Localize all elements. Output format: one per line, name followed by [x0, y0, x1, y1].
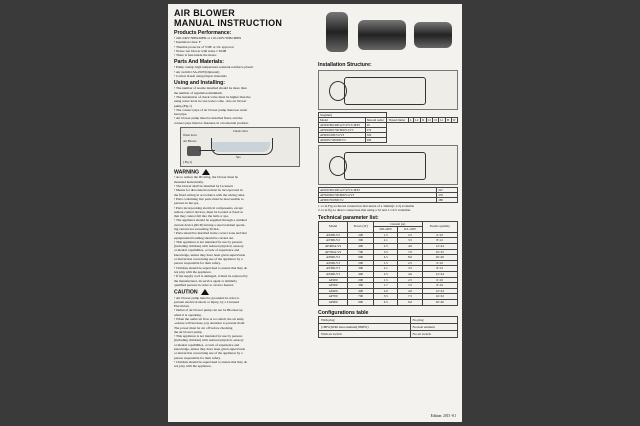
tech-col-model: Model	[319, 221, 348, 232]
tech-table-row-cell: 200	[348, 260, 374, 266]
tech-table-row-cell: 2.5	[398, 277, 422, 283]
dim-table1-row	[319, 128, 458, 133]
caution-line: prevent electrical shock or injury, by a Licensed	[174, 299, 240, 304]
tech-table-row-cell: 12~24	[422, 243, 458, 249]
technical-parameter-heading: Technical parameter list:	[318, 214, 379, 221]
warning-line: the manufacturer, its service agent or similarly	[174, 278, 238, 283]
parts-line: • Air switch:15A,250V(Optional)	[174, 69, 220, 74]
tech-table-row-cell: 4.5	[374, 255, 398, 261]
diagram-fig-label: ( Fig.1)	[183, 160, 192, 165]
tech-table-row-cell: 200	[348, 277, 374, 283]
install-line: connect pipe must be fastened, in a horizontal position.	[174, 120, 249, 125]
config-table-row-cell: No heat element	[410, 323, 457, 330]
dimension-note-line: 2. G in fig.1a direct connection that using a 32 and 1.1/2.5 available.	[318, 208, 411, 213]
config-table-row	[319, 316, 458, 323]
warning-heading-text: WARNING	[174, 169, 200, 176]
warning-line: • Parts containing live parts must be inaccessible to	[174, 196, 244, 201]
drawing-motor-body	[344, 77, 426, 105]
blower-photo-3	[414, 22, 452, 48]
caution-line: The power must be cut off before checking	[174, 325, 233, 330]
tech-table-row-cell: 400	[348, 271, 374, 277]
tech-table-row-cell: 2.5	[374, 271, 398, 277]
dim-table1-row-cell: 26	[365, 123, 387, 128]
manual-title-line-1: AIR BLOWER	[174, 8, 235, 18]
warning-line: qualified persons in order to avoid a hazard.	[174, 282, 234, 287]
dim-header-cell: W	[451, 118, 457, 123]
tech-table-row-cell: AP200-V2	[319, 232, 348, 238]
tech-table-row-cell: 1.5	[374, 260, 398, 266]
caution-line: or mental capabilities, or lack of experience and	[174, 342, 240, 347]
manual-sheet	[168, 4, 462, 422]
dim-size-heading: Size(mm)	[319, 113, 387, 118]
dimension-table-2	[318, 187, 458, 203]
tech-table-row-cell: 6~10	[422, 277, 458, 283]
warning-line: • Children should be supervised to ensure that they do	[174, 265, 248, 270]
tech-table-row-cell: 700	[348, 249, 374, 255]
tech-table-row-cell: 3.5	[398, 266, 422, 272]
drawing-motor-body-2	[344, 152, 426, 180]
config-table-row-cell: With air switch	[319, 330, 411, 337]
blower-photo	[318, 8, 458, 60]
tech-table-row-cell: AP200	[319, 277, 348, 283]
tech-table-row-cell: 1.5	[374, 232, 398, 238]
dim-table1-row-cell: 309	[365, 133, 387, 138]
tech-table-row-cell: 20~40	[422, 299, 458, 305]
tech-col-nozzle: Nozzle quantity	[422, 221, 458, 232]
tech-table-row-cell: AP400A-V2	[319, 243, 348, 249]
tech-table-row-cell: 2.0	[374, 288, 398, 294]
blower-photo-2	[358, 20, 406, 50]
tech-table-row-cell: 200	[348, 232, 374, 238]
caution-line: • Children should be supervised to ensure that they do	[174, 359, 248, 364]
tech-table-row-cell: AP400	[319, 288, 348, 294]
tech-table-row-cell: 400	[348, 288, 374, 294]
tech-col-current: Current (A)	[374, 221, 422, 227]
config-table-row	[319, 330, 458, 337]
tech-table-row-cell: 4.0	[398, 243, 422, 249]
warning-line: • If the supply cord is damaged, it must be replaced by	[174, 274, 248, 279]
caution-line: not play with the appliance.	[174, 364, 212, 369]
dim-table1-row-cell: 280	[365, 138, 387, 143]
warning-line: • Means for disconnection must be incorporated in	[174, 188, 243, 193]
dim-table2-row-cell: 247	[437, 188, 458, 193]
tech-col-power: Power (W)	[348, 221, 374, 232]
tech-table-row-cell: 300	[348, 238, 374, 244]
warning-line: • The appliance should be supplied through a residual	[174, 218, 247, 223]
dimension-notes	[318, 204, 458, 213]
performance-line: • 220-240V/50Hz/60Hz or 110-120V/50Hz/60Hz	[174, 36, 242, 40]
warning-list	[174, 175, 314, 287]
installation-diagram	[180, 127, 300, 167]
install-list	[174, 86, 314, 125]
warning-line: (including children) with reduced physical, sensory	[174, 244, 244, 249]
diagram-label-spa: Spa	[236, 155, 241, 160]
tech-table-row-cell: 16~32	[422, 249, 458, 255]
performance-line: • Thermal protector of VDE or UL approval	[174, 44, 234, 49]
tech-table-row-cell: 16~32	[422, 294, 458, 300]
dim-header-cell: L2	[414, 118, 421, 123]
performance-line: • Noise: Air blower with noise ≤ 65dB	[174, 48, 227, 53]
install-line: the number of regulation minimum.	[174, 90, 223, 95]
install-line: using water level in case water come , into air blower	[174, 99, 247, 104]
tech-table-row-cell: 1.7	[374, 283, 398, 289]
dim-table1-row	[319, 123, 458, 128]
tech-table-row-cell: 2.5	[374, 243, 398, 249]
performance-line: • Insulation class: F	[174, 40, 201, 45]
parts-line: • Carbon brush: using import materials	[174, 74, 227, 79]
technical-drawing-2	[318, 145, 458, 185]
blower-pump-shape	[187, 146, 201, 156]
tech-table-row-cell: 8~12	[422, 238, 458, 244]
tech-table-row-cell: AP300-V3	[319, 266, 348, 272]
tech-table-row-cell: 7.0	[398, 249, 422, 255]
tech-table-row-cell: AP200-V3	[319, 260, 348, 266]
tech-table-row-cell: 12~24	[422, 288, 458, 294]
caution-list	[174, 296, 314, 369]
warning-line: knowledge, unless they have been given supervision	[174, 252, 246, 257]
performance-heading: Products Performance:	[174, 30, 232, 36]
tech-table-row-cell: 6~10	[422, 260, 458, 266]
tech-table-row-cell: AP300	[319, 283, 348, 289]
tech-table-row-cell: 300	[348, 266, 374, 272]
tech-table-row-cell: 4.0	[398, 271, 422, 277]
dim-header-cell: Model	[319, 118, 366, 123]
dim-header-cell: L	[409, 118, 412, 122]
diagram-label-check-valve: Check valve	[233, 129, 248, 134]
dim-table2-row	[319, 198, 458, 203]
warning-line: equipotential bonding should be carried out.	[174, 235, 234, 240]
caution-line: or instruction concerning use of the appliance by a	[174, 351, 243, 356]
install-heading: Using and Installing:	[174, 80, 226, 87]
spa-tub	[211, 138, 273, 155]
tech-table-row-cell: 3.5	[374, 294, 398, 300]
warning-line: • Parts incorporating electrical components, except	[174, 205, 243, 210]
parts-line: • Pump casing: high temperature resistant reinforce plastic	[174, 65, 254, 70]
warning-line: the fixed wiring in accordance with the wiring rules.	[174, 192, 246, 197]
manual-title-line-2: MANUAL INSTRUCTION	[174, 18, 283, 28]
dim-header-cell: H	[446, 118, 450, 122]
parts-heading: Parts And Materials:	[174, 59, 224, 66]
warning-line: • This appliance is not intended for use by persons	[174, 239, 243, 244]
tech-table-row-cell: AP900	[319, 299, 348, 305]
warning-line: or mental capabilities, or lack of experience and	[174, 248, 240, 253]
dim-table1-row	[319, 133, 458, 138]
tech-table-row-cell: 2.5	[398, 232, 422, 238]
caution-line: knowledge, unless they have been given supervision	[174, 347, 246, 352]
config-table-row-cell: (180W)With heat element(1800W)	[319, 323, 411, 330]
dim-table1-row-cell: AP900/1000/V2/V3	[319, 133, 366, 138]
tech-table-row-cell: 6~10	[422, 232, 458, 238]
parts-list	[174, 65, 314, 78]
connect-pipe	[199, 150, 215, 151]
tech-table-row-cell: 400	[348, 243, 374, 249]
dim-header-cell: L3	[426, 118, 433, 123]
technical-parameter-table	[318, 221, 458, 306]
caution-line: (including children) with reduced physical, sensory	[174, 338, 244, 343]
edition-label: Edition: 2015 -01	[430, 414, 456, 418]
warning-line: ing current not exceeding 30 mA.	[174, 226, 220, 231]
caution-heading-text: CAUTION	[174, 289, 198, 296]
config-table-row-cell: With plug	[319, 316, 411, 323]
tech-table-row	[319, 299, 458, 305]
tech-table-row-cell: 3.5	[398, 283, 422, 289]
install-line: pump.(Fig.1)	[174, 103, 192, 108]
warning-line: or instruction concerning use of the appliance by a	[174, 257, 243, 262]
dim-table2-row-cell: AP500/600/700/800/V/2/V3	[319, 193, 437, 198]
tech-table-row-cell: 2.5	[398, 260, 422, 266]
tech-table-row-cell: AP900-V2	[319, 255, 348, 261]
warning-line: • The blower shall be installed by Licensed.	[174, 184, 234, 189]
dim-table1-row-cell: 270	[365, 128, 387, 133]
tech-table-row-cell: 9.0	[398, 299, 422, 305]
dim-header-cell: D	[434, 118, 437, 122]
tech-table-row-cell: 2.1	[374, 238, 398, 244]
tech-table-row-cell: AP400-V3	[319, 271, 348, 277]
dim-header-cell: L1	[439, 118, 446, 123]
caution-line: • Outlet of air blower pump can not be Blocked up	[174, 308, 243, 313]
dim-header-cell: D	[421, 118, 425, 122]
dim-table2-row-cell: 270	[437, 193, 458, 198]
caution-line: • When the outlet air flow is too small, the air temp	[174, 317, 244, 321]
tech-table-row-cell: 2.1	[374, 266, 398, 272]
tech-col-220v: 220-240V	[374, 227, 398, 233]
tech-table-row-cell: 3.5	[374, 249, 398, 255]
dimension-table-1	[318, 112, 458, 143]
tech-table-row-cell: AP700A-V2	[319, 249, 348, 255]
tech-table-row-cell: 4.5	[374, 299, 398, 305]
warning-line: mounted horizontally.	[174, 179, 204, 184]
configurations-table	[318, 316, 458, 338]
install-line: • Air blower pump must be installed fixed, and the	[174, 116, 243, 121]
dim-table2-row-cell: 280	[437, 198, 458, 203]
right-column	[318, 8, 458, 338]
configurations-heading: Configurations table	[318, 309, 369, 316]
dim-header-cell: Smooth outlet	[365, 118, 387, 123]
warning-line: person responsible for their safety.	[174, 261, 221, 266]
blower-photo-1	[326, 12, 348, 52]
config-table-row	[319, 323, 458, 330]
warning-line: current device (RCD) having a rated residual operat-	[174, 222, 246, 227]
warning-line: • As to reduce the IP rating, the blower must be	[174, 175, 239, 180]
performance-list	[174, 36, 314, 57]
warning-triangle-icon	[202, 169, 210, 175]
diagram-label-air-blower: Air Blower	[183, 139, 197, 144]
tech-table-row-cell: 8~12	[422, 266, 458, 272]
warning-line: not play with the appliance.	[174, 269, 212, 274]
tech-table-row-cell: 4.0	[398, 288, 422, 294]
tech-table-row-cell: 1.5	[374, 277, 398, 283]
install-line: • The installation of check valve must be higher than the	[174, 94, 251, 99]
tech-table-row-cell: 700	[348, 294, 374, 300]
warning-line: persons in the spa.	[174, 201, 200, 206]
dim-table1-row-cell: AP500/600/700/800/V2/V3	[319, 128, 366, 133]
technical-drawing-1	[318, 70, 458, 110]
caution-line: person responsible for their safety.	[174, 355, 221, 360]
left-column	[174, 8, 314, 369]
caution-line: -erature will increase, pay attention to prevent mold.	[174, 321, 246, 326]
caution-line: Electrician.	[174, 304, 190, 309]
config-table-row-cell: No air switch	[410, 330, 457, 337]
caution-line: • This appliance is not intended for use by persons	[174, 334, 243, 339]
tech-table-row-cell: 900	[348, 255, 374, 261]
install-line: • The connect pipe of air blower pump must use resist	[174, 107, 248, 112]
tech-table-row-cell: 20~40	[422, 255, 458, 261]
installation-structure-heading: Installation Structure:	[318, 62, 372, 68]
tech-table-row-cell: 7.5	[398, 294, 422, 300]
tech-col-110v: 110-120V	[398, 227, 422, 233]
dim-table2-row-cell: AP200/300/400/A/V/2/V3/-IPX5	[319, 188, 437, 193]
dim-table1-row	[319, 138, 458, 143]
tech-table-row-cell: 8.0	[398, 255, 422, 261]
tech-table-row-cell: 300	[348, 283, 374, 289]
tech-table-row-cell: 3.5	[398, 238, 422, 244]
dim-table1-row-cell: AP400V/500/600/V2	[319, 138, 366, 143]
config-table-row-cell: No plug	[410, 316, 457, 323]
caution-triangle-icon	[201, 289, 209, 295]
warning-line: remote control devices, must be located or fixed so	[174, 209, 244, 214]
install-line: • The number of nozzle installed should be more than	[174, 86, 247, 91]
warning-line: • Parts should be installed in the correct zone and that	[174, 231, 247, 236]
tech-table-row-cell: 900	[348, 299, 374, 305]
dim-table1-row-cell: AP200/300/400/A/V/2/V3/-IPX5	[319, 123, 366, 128]
dimension-note-line: 1. G in Fig.1a thread connection that union of a 32mm(1.1/2) available	[318, 204, 415, 208]
caution-line: when it is operating.	[174, 312, 202, 317]
tech-table-row-cell: AP700	[319, 294, 348, 300]
install-line: heat pipe.	[174, 112, 188, 117]
tech-table-row-cell: 12~24	[422, 271, 458, 277]
performance-line: • There is fuse inside the motor.	[174, 53, 218, 58]
caution-line: the air blower pump.	[174, 329, 203, 334]
caution-line: • Air blower pump must be grounded in order to	[174, 295, 240, 300]
dim-header-cell: Thread Outlet	[387, 118, 408, 123]
dim-table2-row-cell: AP900/700/800/V2	[319, 198, 437, 203]
diagram-label-water-level: Water level	[183, 133, 197, 138]
tech-table-row-cell: 8~16	[422, 283, 458, 289]
warning-line: that they cannot fall into the bath or spa.	[174, 214, 229, 219]
tech-table-row-cell: AP300-V2	[319, 238, 348, 244]
